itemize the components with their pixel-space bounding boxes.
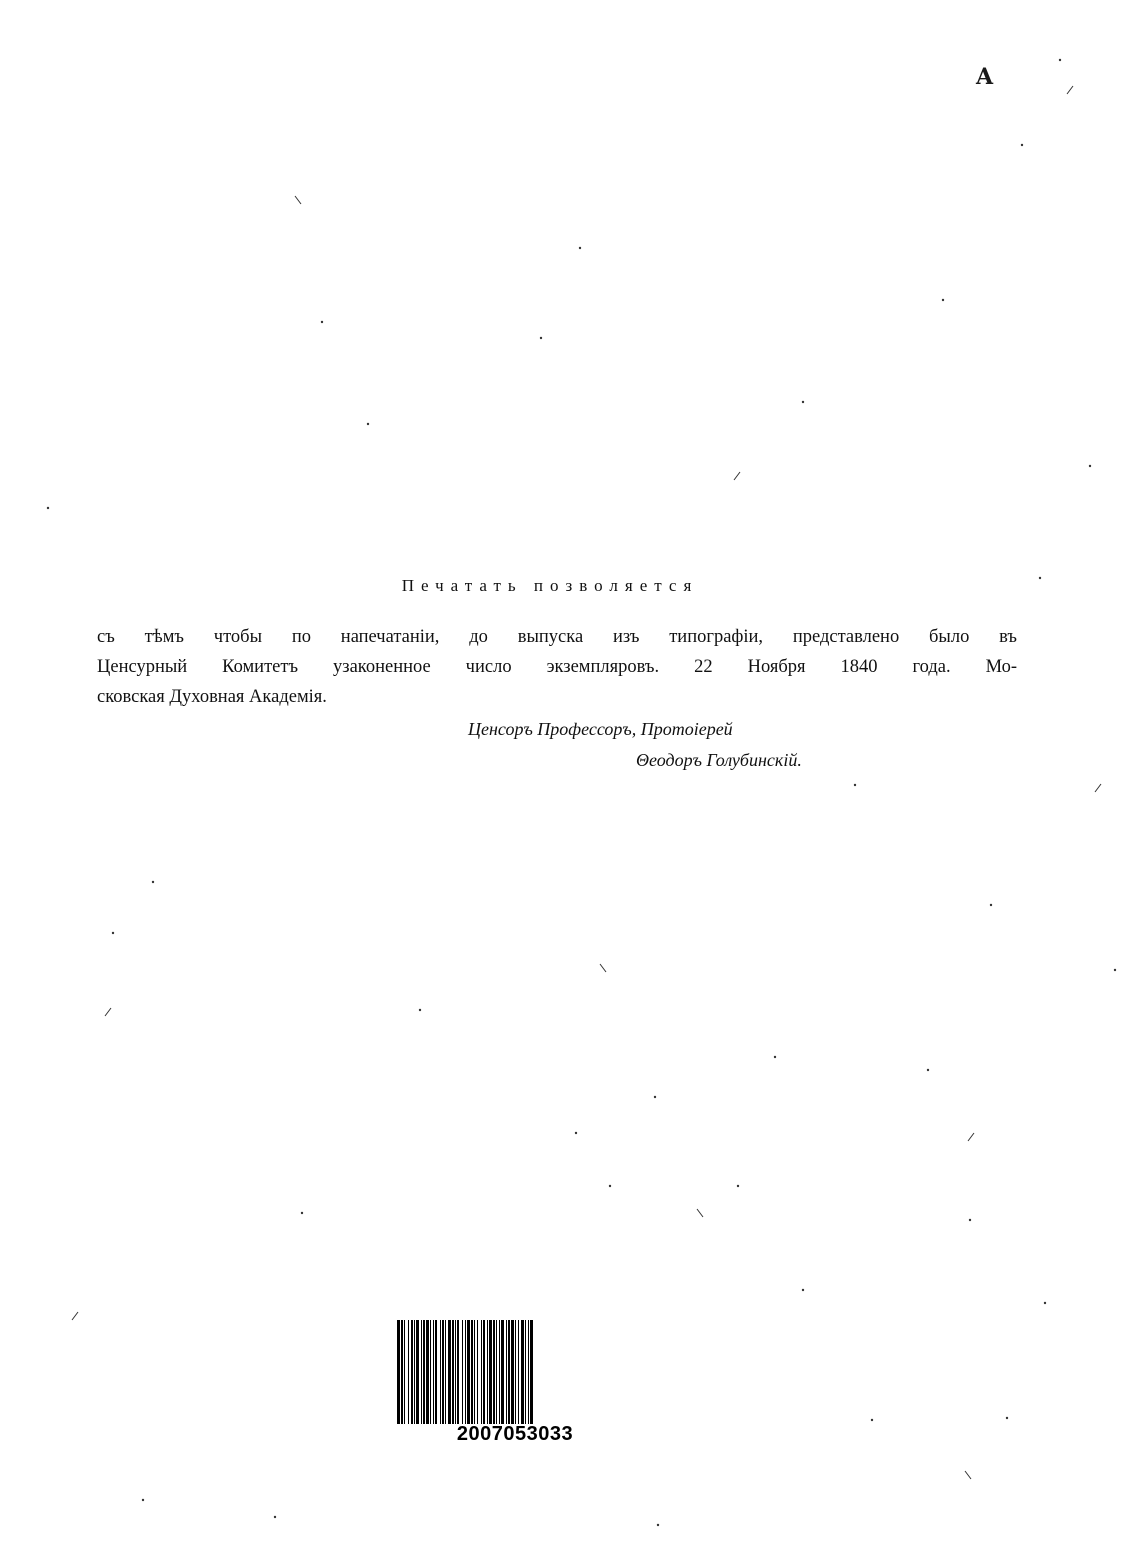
barcode-bar xyxy=(411,1320,413,1424)
paper-scratch xyxy=(1067,86,1073,94)
barcode-bar xyxy=(515,1320,516,1424)
paper-speck xyxy=(654,1096,656,1098)
barcode-bar xyxy=(499,1320,500,1424)
paper-speck xyxy=(609,1185,611,1187)
barcode-bar xyxy=(426,1320,429,1424)
barcode-bar xyxy=(496,1320,497,1424)
paper-speck xyxy=(969,1219,971,1221)
barcode-bar xyxy=(430,1320,431,1424)
paper-speck xyxy=(854,784,856,786)
paper-speck xyxy=(1114,969,1116,971)
barcode-bar xyxy=(462,1320,463,1424)
censor-name: Θеодоръ Голубинскій. xyxy=(636,750,802,770)
paper-scratch xyxy=(697,1209,703,1217)
paper-speck xyxy=(657,1524,659,1526)
barcode-bar xyxy=(465,1320,466,1424)
paper-scratch xyxy=(105,1008,111,1016)
paper-speck xyxy=(152,881,154,883)
paper-speck xyxy=(540,337,542,339)
paper-speck xyxy=(1089,465,1091,467)
barcode-bar xyxy=(397,1320,400,1424)
barcode-bar xyxy=(433,1320,434,1424)
barcode-bar xyxy=(401,1320,403,1424)
barcode-bar xyxy=(483,1320,485,1424)
barcode-bar xyxy=(423,1320,425,1424)
paper-scratch xyxy=(295,196,301,204)
barcode-bar xyxy=(506,1320,507,1424)
barcode-bar xyxy=(501,1320,504,1424)
page-corner-mark: A xyxy=(976,64,994,90)
paper-speck xyxy=(419,1009,421,1011)
paper-speck xyxy=(871,1419,873,1421)
paper-speck xyxy=(774,1056,776,1058)
barcode-number: 2007053033 xyxy=(456,1423,574,1445)
barcode-bar xyxy=(508,1320,510,1424)
paper-speck xyxy=(274,1516,276,1518)
paper-speck xyxy=(575,1132,577,1134)
paper-scratch xyxy=(72,1312,78,1320)
barcode-bar xyxy=(404,1320,405,1424)
barcode-bar xyxy=(471,1320,473,1424)
barcode-bar xyxy=(457,1320,459,1424)
barcode-bar xyxy=(416,1320,419,1424)
barcode-image xyxy=(395,1320,635,1426)
body-line-1: съ тѣмъ чтобы по напечатаніи, до выпуска изъ типографіи, представлено было въ xyxy=(97,627,1017,647)
barcode-bar xyxy=(408,1320,409,1424)
barcode-bar xyxy=(445,1320,446,1424)
paper-speck xyxy=(1059,59,1061,61)
paper-speck xyxy=(1021,144,1023,146)
paper-scratch xyxy=(965,1471,971,1479)
barcode-bar xyxy=(525,1320,526,1424)
paper-speck xyxy=(47,507,49,509)
paper-speck xyxy=(579,247,581,249)
paper-speck xyxy=(1006,1417,1008,1419)
barcode-bar xyxy=(448,1320,451,1424)
permission-heading: Печатать позволяется xyxy=(401,576,699,595)
barcode-bar xyxy=(521,1320,524,1424)
barcode-bar xyxy=(481,1320,482,1424)
paper-speck xyxy=(927,1069,929,1071)
permission-body xyxy=(97,622,1017,712)
paper-scratch xyxy=(600,964,606,972)
censor-title: Ценсоръ Профессоръ, Протоіерей xyxy=(468,719,733,739)
body-line-2: Ценсурный Комитетъ узаконенное число экземпляровъ. 22 Ноября 1840 года. Мо- xyxy=(97,657,1017,677)
barcode-bar xyxy=(518,1320,519,1424)
paper-speck xyxy=(802,1289,804,1291)
paper-speck xyxy=(142,1499,144,1501)
barcode-bar xyxy=(452,1320,454,1424)
barcode-bar xyxy=(440,1320,441,1424)
barcode-bar xyxy=(421,1320,422,1424)
barcode-bar xyxy=(435,1320,437,1424)
barcode-bar xyxy=(455,1320,456,1424)
paper-speck xyxy=(112,932,114,934)
barcode-bar xyxy=(474,1320,475,1424)
paper-speck xyxy=(1044,1302,1046,1304)
paper-scratch xyxy=(968,1133,974,1141)
paper-scratch xyxy=(734,472,740,480)
barcode-bar xyxy=(528,1320,529,1424)
paper-speck xyxy=(942,299,944,301)
barcode-bar xyxy=(530,1320,533,1424)
barcode-bar xyxy=(414,1320,415,1424)
paper-speck xyxy=(321,321,323,323)
paper-speck xyxy=(301,1212,303,1214)
barcode-bar xyxy=(467,1320,470,1424)
barcode-bar xyxy=(487,1320,488,1424)
paper-speck xyxy=(990,904,992,906)
paper-speck xyxy=(737,1185,739,1187)
paper-speck xyxy=(367,423,369,425)
barcode-bar xyxy=(493,1320,495,1424)
paper-speck xyxy=(802,401,804,403)
barcode-bar xyxy=(489,1320,492,1424)
body-line-3: сковская Духовная Академія. xyxy=(97,687,327,707)
barcode-bar xyxy=(442,1320,444,1424)
barcode-bar xyxy=(477,1320,478,1424)
barcode-bar xyxy=(511,1320,514,1424)
paper-scratch xyxy=(1095,784,1101,792)
